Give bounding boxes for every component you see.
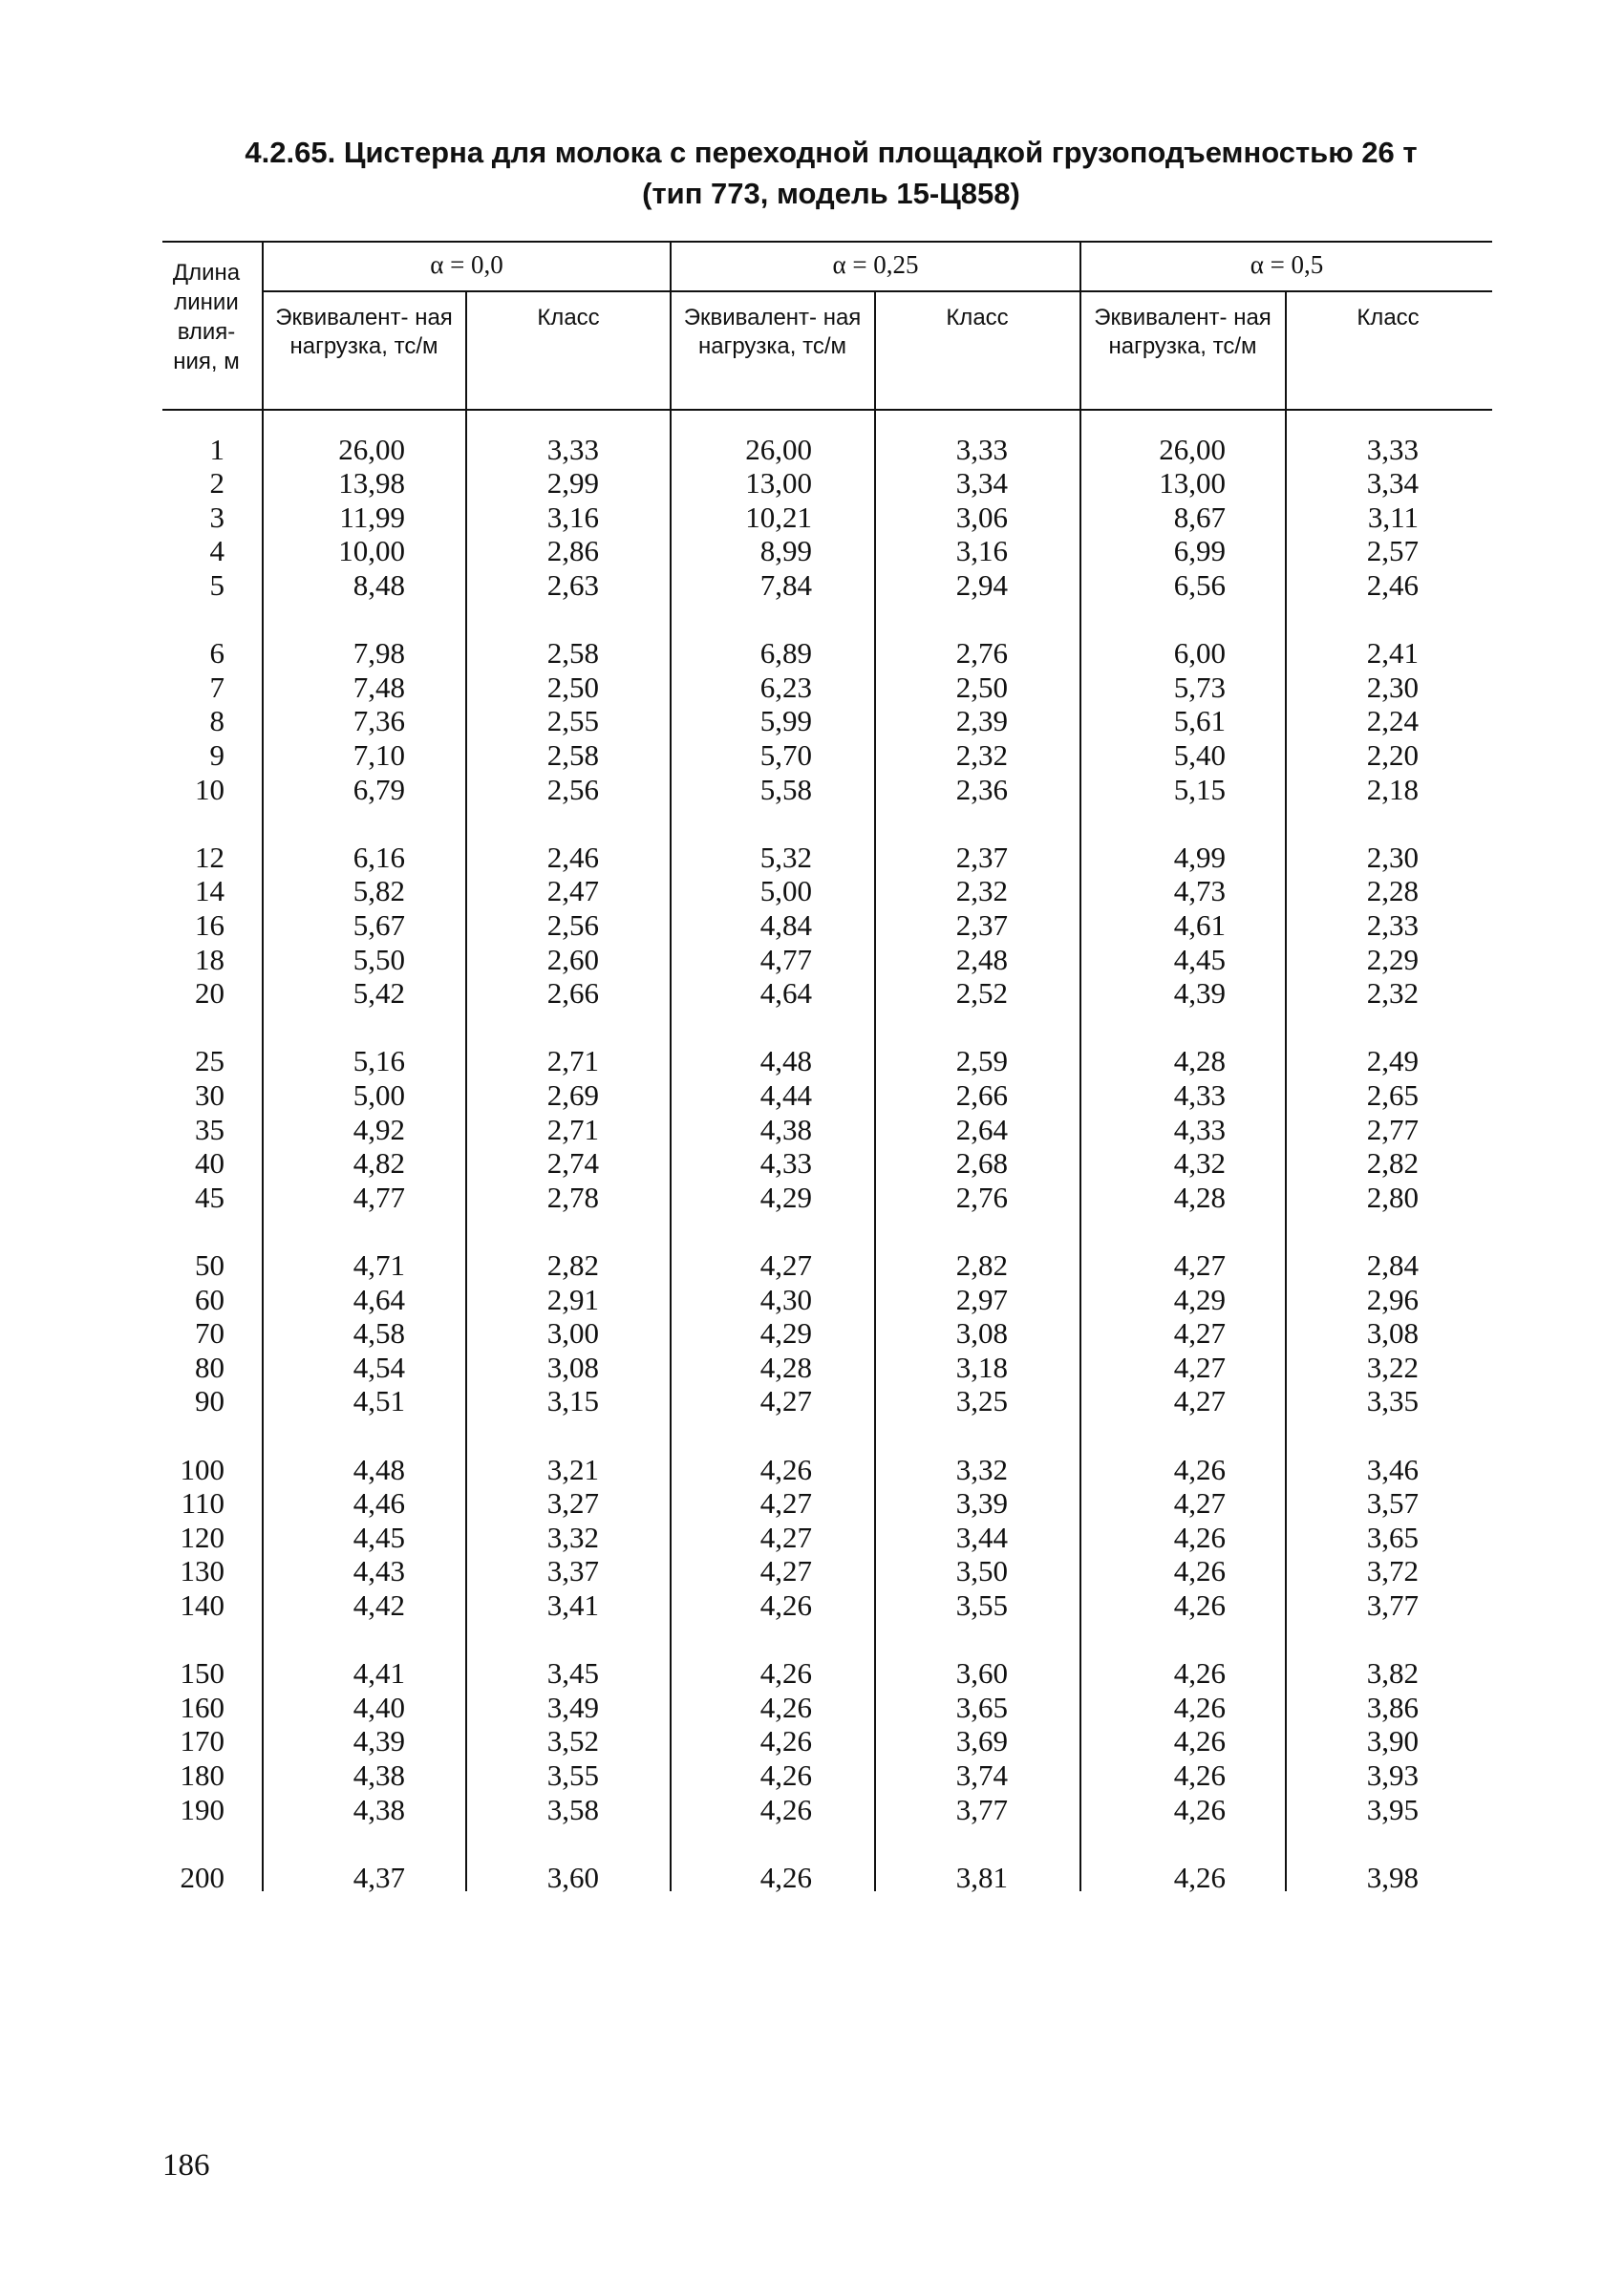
cell-class-alpha-0: 2,58 (546, 737, 599, 772)
cell-load-alpha-0: 5,67 (353, 907, 405, 942)
cell-load-alpha-0: 5,42 (353, 976, 405, 1011)
cell-length: 100 (180, 1452, 224, 1486)
cell-class-alpha-05: 3,33 (1366, 432, 1419, 466)
class-header-0: Класс (537, 305, 600, 330)
class-header-025: Класс (946, 305, 1009, 330)
cell-class-alpha-05: 2,96 (1366, 1282, 1419, 1316)
cell-class-alpha-0: 3,21 (546, 1452, 599, 1486)
cell-load-alpha-05: 4,99 (1173, 840, 1226, 874)
cell-load-alpha-05: 4,27 (1173, 1316, 1226, 1351)
cell-class-alpha-05: 3,90 (1366, 1724, 1419, 1758)
cell-length: 20 (195, 976, 224, 1011)
cell-load-alpha-05: 4,27 (1173, 1384, 1226, 1418)
cell-load-alpha-025: 4,38 (759, 1112, 812, 1146)
cell-class-alpha-0: 2,60 (546, 942, 599, 976)
cell-length: 12 (195, 840, 224, 874)
cell-class-alpha-0: 2,58 (546, 636, 599, 671)
cell-load-alpha-05: 4,26 (1173, 1452, 1226, 1486)
cell-load-alpha-025: 13,00 (745, 466, 812, 501)
cell-class-alpha-05: 2,77 (1366, 1112, 1419, 1146)
cell-load-alpha-05: 4,61 (1173, 907, 1226, 942)
cell-load-alpha-025: 4,84 (759, 907, 812, 942)
cell-length: 35 (195, 1112, 224, 1146)
cell-load-alpha-025: 4,30 (759, 1282, 812, 1316)
cell-class-alpha-05: 2,30 (1366, 670, 1419, 704)
cell-load-alpha-025: 4,27 (759, 1384, 812, 1418)
cell-load-alpha-05: 4,29 (1173, 1282, 1226, 1316)
cell-class-alpha-05: 3,72 (1366, 1554, 1419, 1588)
cell-length: 180 (180, 1758, 224, 1792)
cell-load-alpha-0: 4,54 (353, 1350, 405, 1384)
cell-load-alpha-0: 11,99 (339, 500, 405, 534)
cell-load-alpha-0: 4,58 (353, 1316, 405, 1351)
cell-load-alpha-0: 13,98 (338, 466, 405, 501)
cell-length: 14 (195, 874, 224, 908)
class-header-05: Класс (1357, 305, 1420, 330)
cell-load-alpha-05: 4,73 (1173, 874, 1226, 908)
cell-class-alpha-0: 3,15 (546, 1384, 599, 1418)
cell-load-alpha-0: 4,39 (353, 1724, 405, 1758)
cell-class-alpha-0: 2,55 (546, 704, 599, 738)
title-line-1: 4.2.65. Цистерна для молока с переходной площадкой грузоподъемностью 26 т (245, 136, 1418, 169)
cell-load-alpha-025: 4,27 (759, 1486, 812, 1521)
cell-class-alpha-0: 3,37 (546, 1554, 599, 1588)
cell-load-alpha-0: 4,38 (353, 1792, 405, 1826)
cell-class-alpha-0: 2,82 (546, 1247, 599, 1282)
cell-class-alpha-05: 2,49 (1366, 1044, 1419, 1078)
cell-load-alpha-025: 4,27 (759, 1520, 812, 1554)
cell-length: 140 (180, 1587, 224, 1622)
cell-load-alpha-0: 6,16 (353, 840, 405, 874)
cell-class-alpha-0: 3,33 (546, 432, 599, 466)
cell-load-alpha-025: 5,32 (759, 840, 812, 874)
cell-load-alpha-025: 4,26 (759, 1860, 812, 1894)
cell-class-alpha-05: 3,34 (1366, 466, 1419, 501)
cell-class-alpha-05: 2,82 (1366, 1146, 1419, 1181)
cell-class-alpha-05: 2,32 (1366, 976, 1419, 1011)
cell-load-alpha-05: 4,39 (1173, 976, 1226, 1011)
cell-class-alpha-025: 2,32 (955, 737, 1008, 772)
cell-load-alpha-0: 4,38 (353, 1758, 405, 1792)
cell-class-alpha-025: 3,44 (955, 1520, 1008, 1554)
cell-class-alpha-025: 2,76 (955, 1180, 1008, 1214)
cell-load-alpha-025: 5,58 (759, 772, 812, 806)
cell-load-alpha-0: 6,79 (353, 772, 405, 806)
cell-load-alpha-0: 26,00 (338, 432, 405, 466)
cell-length: 90 (195, 1384, 224, 1418)
cell-class-alpha-0: 3,32 (546, 1520, 599, 1554)
cell-load-alpha-05: 5,73 (1173, 670, 1226, 704)
cell-length: 9 (209, 737, 224, 772)
cell-load-alpha-0: 5,82 (353, 874, 405, 908)
cell-class-alpha-05: 2,46 (1366, 567, 1419, 602)
cell-class-alpha-025: 3,39 (955, 1486, 1008, 1521)
cell-load-alpha-05: 4,45 (1173, 942, 1226, 976)
cell-length: 2 (209, 466, 224, 501)
cell-class-alpha-025: 2,59 (955, 1044, 1008, 1078)
cell-class-alpha-05: 2,33 (1366, 907, 1419, 942)
cell-class-alpha-05: 2,24 (1366, 704, 1419, 738)
cell-load-alpha-05: 8,67 (1173, 500, 1226, 534)
cell-load-alpha-025: 4,48 (759, 1044, 812, 1078)
cell-class-alpha-025: 2,37 (955, 840, 1008, 874)
cell-class-alpha-025: 2,97 (955, 1282, 1008, 1316)
cell-class-alpha-025: 2,32 (955, 874, 1008, 908)
cell-load-alpha-0: 4,42 (353, 1587, 405, 1622)
cell-load-alpha-05: 4,26 (1173, 1554, 1226, 1588)
cell-load-alpha-025: 4,44 (759, 1077, 812, 1112)
cell-length: 7 (209, 670, 224, 704)
cell-class-alpha-025: 3,69 (955, 1724, 1008, 1758)
cell-length: 25 (195, 1044, 224, 1078)
cell-length: 150 (180, 1656, 224, 1691)
cell-class-alpha-05: 2,29 (1366, 942, 1419, 976)
cell-class-alpha-025: 2,39 (955, 704, 1008, 738)
cell-load-alpha-05: 6,56 (1173, 567, 1226, 602)
cell-class-alpha-05: 3,65 (1366, 1520, 1419, 1554)
cell-class-alpha-025: 3,50 (955, 1554, 1008, 1588)
cell-load-alpha-025: 4,27 (759, 1554, 812, 1588)
cell-load-alpha-025: 4,27 (759, 1247, 812, 1282)
cell-load-alpha-025: 5,99 (759, 704, 812, 738)
cell-load-alpha-0: 4,45 (353, 1520, 405, 1554)
cell-class-alpha-05: 3,86 (1366, 1690, 1419, 1724)
cell-class-alpha-0: 2,47 (546, 874, 599, 908)
cell-length: 5 (209, 567, 224, 602)
cell-class-alpha-025: 2,36 (955, 772, 1008, 806)
cell-load-alpha-0: 7,98 (353, 636, 405, 671)
cell-load-alpha-0: 5,50 (353, 942, 405, 976)
alpha-label-025: α = 0,25 (832, 250, 919, 279)
cell-load-alpha-0: 4,51 (353, 1384, 405, 1418)
cell-load-alpha-025: 7,84 (759, 567, 812, 602)
alpha-label-05: α = 0,5 (1250, 250, 1324, 279)
cell-class-alpha-025: 2,82 (955, 1247, 1008, 1282)
cell-load-alpha-0: 4,82 (353, 1146, 405, 1181)
cell-class-alpha-0: 2,71 (546, 1112, 599, 1146)
cell-load-alpha-025: 4,26 (759, 1724, 812, 1758)
cell-class-alpha-0: 3,52 (546, 1724, 599, 1758)
cell-class-alpha-025: 2,76 (955, 636, 1008, 671)
cell-class-alpha-05: 3,35 (1366, 1384, 1419, 1418)
cell-load-alpha-05: 4,27 (1173, 1486, 1226, 1521)
cell-load-alpha-0: 7,10 (353, 737, 405, 772)
cell-class-alpha-05: 3,22 (1366, 1350, 1419, 1384)
load-header-025: Эквивалент- ная нагрузка, тс/м (683, 305, 862, 359)
cell-load-alpha-025: 4,26 (759, 1452, 812, 1486)
cell-class-alpha-05: 3,46 (1366, 1452, 1419, 1486)
cell-class-alpha-05: 2,41 (1366, 636, 1419, 671)
cell-load-alpha-0: 5,00 (353, 1077, 405, 1112)
load-header-0: Эквивалент- ная нагрузка, тс/м (275, 305, 453, 359)
cell-load-alpha-05: 4,26 (1173, 1690, 1226, 1724)
cell-class-alpha-0: 2,99 (546, 466, 599, 501)
cell-load-alpha-05: 5,61 (1173, 704, 1226, 738)
cell-class-alpha-05: 2,80 (1366, 1180, 1419, 1214)
cell-length: 6 (209, 636, 224, 671)
cell-load-alpha-025: 8,99 (759, 534, 812, 568)
load-header-05: Эквивалент- ная нагрузка, тс/м (1094, 305, 1271, 359)
cell-load-alpha-025: 5,70 (759, 737, 812, 772)
cell-class-alpha-05: 3,93 (1366, 1758, 1419, 1792)
cell-class-alpha-025: 3,33 (955, 432, 1008, 466)
cell-class-alpha-0: 2,71 (546, 1044, 599, 1078)
cell-class-alpha-025: 3,65 (955, 1690, 1008, 1724)
cell-load-alpha-05: 4,26 (1173, 1724, 1226, 1758)
cell-load-alpha-025: 4,26 (759, 1656, 812, 1691)
cell-class-alpha-0: 3,60 (546, 1860, 599, 1894)
page-number: 186 (162, 2148, 210, 2183)
cell-class-alpha-025: 3,74 (955, 1758, 1008, 1792)
cell-load-alpha-05: 4,26 (1173, 1520, 1226, 1554)
cell-length: 200 (180, 1860, 224, 1894)
cell-load-alpha-05: 4,26 (1173, 1656, 1226, 1691)
cell-class-alpha-025: 3,32 (955, 1452, 1008, 1486)
cell-load-alpha-05: 5,15 (1173, 772, 1226, 806)
alpha-header-rule (263, 290, 1492, 292)
cell-load-alpha-025: 4,26 (759, 1690, 812, 1724)
cell-length: 80 (195, 1350, 224, 1384)
cell-load-alpha-05: 4,27 (1173, 1247, 1226, 1282)
cell-load-alpha-025: 5,00 (759, 874, 812, 908)
cell-class-alpha-025: 3,08 (955, 1316, 1008, 1351)
cell-class-alpha-025: 2,64 (955, 1112, 1008, 1146)
cell-load-alpha-0: 4,43 (353, 1554, 405, 1588)
cell-load-alpha-0: 4,41 (353, 1656, 405, 1691)
cell-length: 30 (195, 1077, 224, 1112)
cell-class-alpha-025: 3,25 (955, 1384, 1008, 1418)
cell-length: 10 (195, 772, 224, 806)
cell-class-alpha-0: 2,56 (546, 907, 599, 942)
header-length-column: Длина линии влия- ния, м (172, 260, 241, 374)
cell-class-alpha-025: 2,37 (955, 907, 1008, 942)
cell-load-alpha-025: 4,33 (759, 1146, 812, 1181)
cell-class-alpha-0: 2,66 (546, 976, 599, 1011)
cell-length: 70 (195, 1316, 224, 1351)
cell-load-alpha-025: 6,89 (759, 636, 812, 671)
cell-load-alpha-025: 10,21 (745, 500, 812, 534)
cell-load-alpha-0: 7,36 (353, 704, 405, 738)
cell-class-alpha-05: 3,98 (1366, 1860, 1419, 1894)
cell-class-alpha-0: 2,50 (546, 670, 599, 704)
cell-length: 130 (180, 1554, 224, 1588)
cell-class-alpha-05: 2,30 (1366, 840, 1419, 874)
page-title (162, 132, 1500, 214)
cell-load-alpha-025: 4,26 (759, 1792, 812, 1826)
cell-load-alpha-025: 26,00 (745, 432, 812, 466)
cell-class-alpha-05: 2,18 (1366, 772, 1419, 806)
cell-class-alpha-0: 3,27 (546, 1486, 599, 1521)
cell-load-alpha-025: 4,29 (759, 1180, 812, 1214)
cell-class-alpha-025: 3,60 (955, 1656, 1008, 1691)
cell-class-alpha-0: 2,56 (546, 772, 599, 806)
cell-load-alpha-0: 4,40 (353, 1690, 405, 1724)
cell-load-alpha-025: 6,23 (759, 670, 812, 704)
cell-class-alpha-0: 2,78 (546, 1180, 599, 1214)
cell-class-alpha-025: 2,52 (955, 976, 1008, 1011)
cell-load-alpha-05: 6,00 (1173, 636, 1226, 671)
cell-length: 160 (180, 1690, 224, 1724)
cell-class-alpha-0: 2,63 (546, 567, 599, 602)
cell-class-alpha-025: 3,18 (955, 1350, 1008, 1384)
cell-class-alpha-025: 3,06 (955, 500, 1008, 534)
cell-length: 40 (195, 1146, 224, 1181)
cell-load-alpha-025: 4,29 (759, 1316, 812, 1351)
cell-load-alpha-05: 4,26 (1173, 1587, 1226, 1622)
cell-length: 190 (180, 1792, 224, 1826)
cell-load-alpha-0: 4,64 (353, 1282, 405, 1316)
table-top-rule (162, 241, 1492, 243)
cell-length: 110 (181, 1486, 224, 1521)
cell-length: 4 (209, 534, 224, 568)
cell-class-alpha-05: 2,28 (1366, 874, 1419, 908)
cell-length: 45 (195, 1180, 224, 1214)
cell-load-alpha-05: 4,28 (1173, 1180, 1226, 1214)
cell-load-alpha-025: 4,26 (759, 1587, 812, 1622)
cell-length: 8 (209, 704, 224, 738)
cell-class-alpha-0: 2,74 (546, 1146, 599, 1181)
cell-class-alpha-0: 3,58 (546, 1792, 599, 1826)
cell-class-alpha-025: 2,94 (955, 567, 1008, 602)
cell-class-alpha-0: 3,41 (546, 1587, 599, 1622)
cell-class-alpha-025: 3,34 (955, 466, 1008, 501)
cell-load-alpha-0: 5,16 (353, 1044, 405, 1078)
cell-load-alpha-05: 4,33 (1173, 1112, 1226, 1146)
cell-class-alpha-0: 3,00 (546, 1316, 599, 1351)
cell-load-alpha-025: 4,26 (759, 1758, 812, 1792)
cell-load-alpha-0: 4,37 (353, 1860, 405, 1894)
cell-load-alpha-0: 10,00 (338, 534, 405, 568)
cell-load-alpha-0: 4,77 (353, 1180, 405, 1214)
cell-class-alpha-025: 3,81 (955, 1860, 1008, 1894)
cell-class-alpha-05: 3,77 (1366, 1587, 1419, 1622)
cell-class-alpha-05: 2,84 (1366, 1247, 1419, 1282)
cell-class-alpha-025: 2,68 (955, 1146, 1008, 1181)
cell-class-alpha-05: 3,82 (1366, 1656, 1419, 1691)
cell-load-alpha-05: 4,32 (1173, 1146, 1226, 1181)
cell-class-alpha-025: 3,16 (955, 534, 1008, 568)
cell-load-alpha-025: 4,64 (759, 976, 812, 1011)
cell-load-alpha-05: 5,40 (1173, 737, 1226, 772)
cell-class-alpha-025: 2,50 (955, 670, 1008, 704)
cell-length: 16 (195, 907, 224, 942)
title-line-2: (тип 773, модель 15-Ц858) (642, 177, 1020, 210)
cell-class-alpha-05: 3,95 (1366, 1792, 1419, 1826)
header-bottom-rule (162, 409, 1492, 411)
cell-class-alpha-05: 2,20 (1366, 737, 1419, 772)
cell-load-alpha-05: 4,26 (1173, 1758, 1226, 1792)
cell-load-alpha-0: 4,48 (353, 1452, 405, 1486)
cell-load-alpha-0: 4,92 (353, 1112, 405, 1146)
cell-length: 1 (209, 432, 224, 466)
cell-load-alpha-0: 8,48 (353, 567, 405, 602)
cell-class-alpha-05: 3,08 (1366, 1316, 1419, 1351)
cell-length: 120 (180, 1520, 224, 1554)
cell-load-alpha-0: 4,71 (353, 1247, 405, 1282)
cell-class-alpha-0: 2,46 (546, 840, 599, 874)
cell-class-alpha-05: 2,65 (1366, 1077, 1419, 1112)
cell-class-alpha-0: 3,16 (546, 500, 599, 534)
cell-load-alpha-05: 13,00 (1159, 466, 1226, 501)
cell-length: 50 (195, 1247, 224, 1282)
cell-load-alpha-025: 4,28 (759, 1350, 812, 1384)
cell-load-alpha-05: 26,00 (1159, 432, 1226, 466)
cell-load-alpha-025: 4,77 (759, 942, 812, 976)
cell-class-alpha-05: 3,11 (1367, 500, 1419, 534)
cell-class-alpha-0: 2,91 (546, 1282, 599, 1316)
cell-class-alpha-0: 2,69 (546, 1077, 599, 1112)
cell-load-alpha-05: 6,99 (1173, 534, 1226, 568)
cell-class-alpha-0: 3,45 (546, 1656, 599, 1691)
cell-length: 60 (195, 1282, 224, 1316)
cell-class-alpha-0: 3,08 (546, 1350, 599, 1384)
cell-class-alpha-0: 2,86 (546, 534, 599, 568)
cell-load-alpha-05: 4,27 (1173, 1350, 1226, 1384)
cell-load-alpha-05: 4,26 (1173, 1792, 1226, 1826)
cell-class-alpha-05: 2,57 (1366, 534, 1419, 568)
cell-class-alpha-0: 3,55 (546, 1758, 599, 1792)
cell-class-alpha-025: 2,48 (955, 942, 1008, 976)
cell-class-alpha-0: 3,49 (546, 1690, 599, 1724)
cell-load-alpha-05: 4,28 (1173, 1044, 1226, 1078)
cell-length: 3 (209, 500, 224, 534)
cell-class-alpha-025: 3,55 (955, 1587, 1008, 1622)
alpha-label-0: α = 0,0 (430, 250, 503, 279)
cell-load-alpha-0: 4,46 (353, 1486, 405, 1521)
cell-load-alpha-0: 7,48 (353, 670, 405, 704)
cell-class-alpha-025: 3,77 (955, 1792, 1008, 1826)
cell-class-alpha-025: 2,66 (955, 1077, 1008, 1112)
cell-length: 170 (180, 1724, 224, 1758)
cell-class-alpha-05: 3,57 (1366, 1486, 1419, 1521)
cell-length: 18 (195, 942, 224, 976)
cell-load-alpha-05: 4,33 (1173, 1077, 1226, 1112)
cell-load-alpha-05: 4,26 (1173, 1860, 1226, 1894)
